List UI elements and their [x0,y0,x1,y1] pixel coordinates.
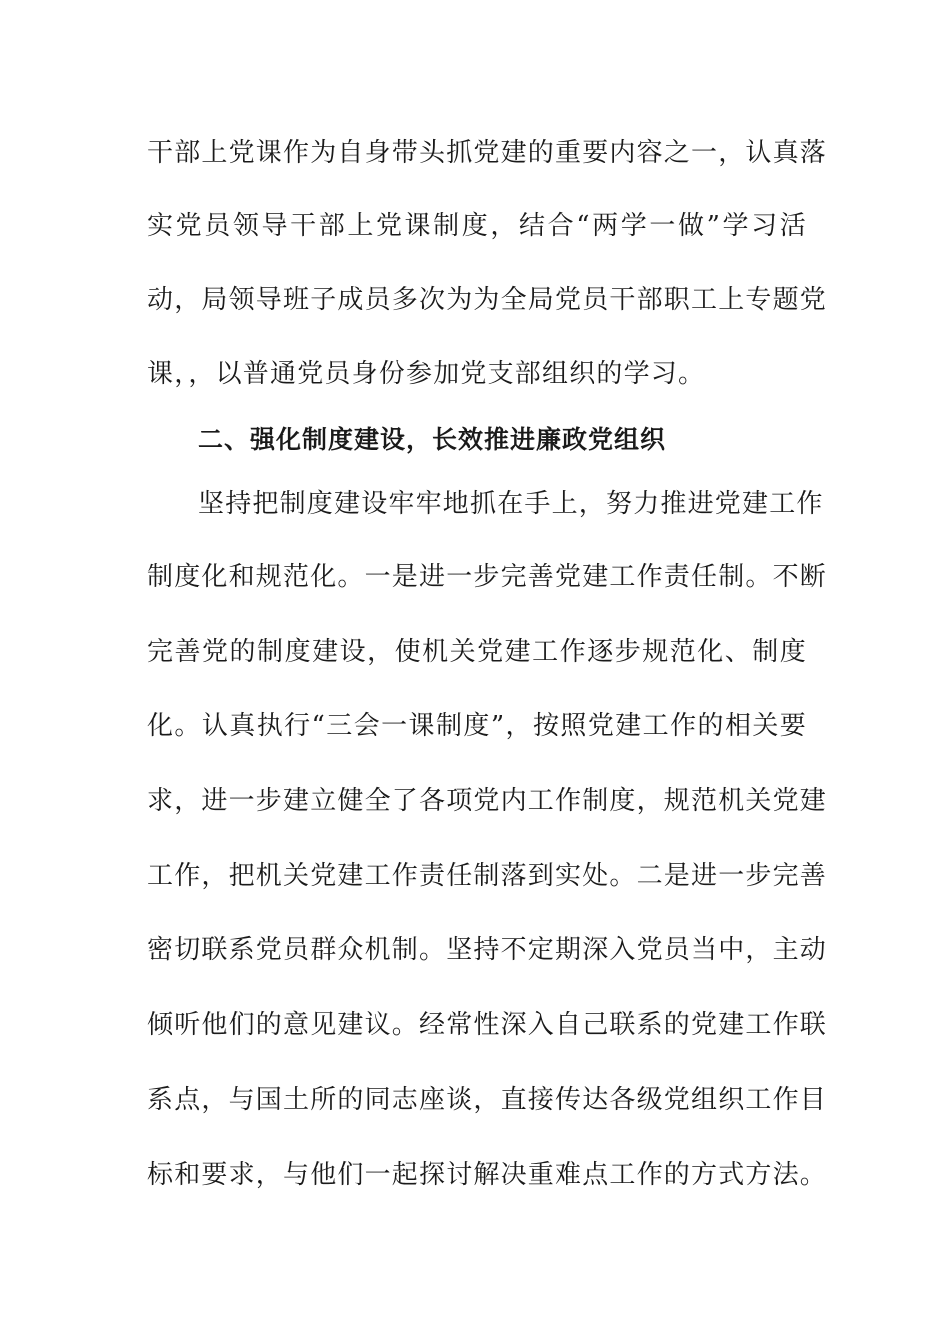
body-text-line: 工作，把机关党建工作责任制落到实处。二是进一步完善 [147,861,828,891]
body-text-line: 密切联系党员群众机制。坚持不定期深入党员当中，主动 [147,935,828,965]
body-text-line: 坚持把制度建设牢牢地抓在手上，努力推进党建工作 [198,489,824,519]
body-text-line: 化。认真执行“三会一课制度”，按照党建工作的相关要 [147,711,807,741]
body-text-line: 系点，与国土所的同志座谈，直接传达各级党组织工作目 [147,1085,828,1115]
body-text-line: 制度化和规范化。一是进一步完善党建工作责任制。不断 [147,562,828,592]
body-text-line: 干部上党课作为自身带头抓党建的重要内容之一，认真落 [147,138,828,168]
body-text-line: 求，进一步建立健全了各项党内工作制度，规范机关党建 [147,786,828,816]
section-heading: 二、强化制度建设，长效推进廉政党组织 [198,425,667,454]
body-text-line: 实党员领导干部上党课制度，结合“两学一做”学习活 [147,211,807,241]
body-text-line: 完善党的制度建设，使机关党建工作逐步规范化、制度 [147,637,807,667]
body-text-line: 标和要求，与他们一起探讨解决重难点工作的方式方法。 [147,1160,828,1190]
body-text-line: 动，局领导班子成员多次为为全局党员干部职工上专题党 [147,285,828,315]
body-text-line: 倾听他们的意见建议。经常性深入自己联系的党建工作联 [147,1010,828,1040]
body-text-line: 课，，以普通党员身份参加党支部组织的学习。 [147,359,706,389]
